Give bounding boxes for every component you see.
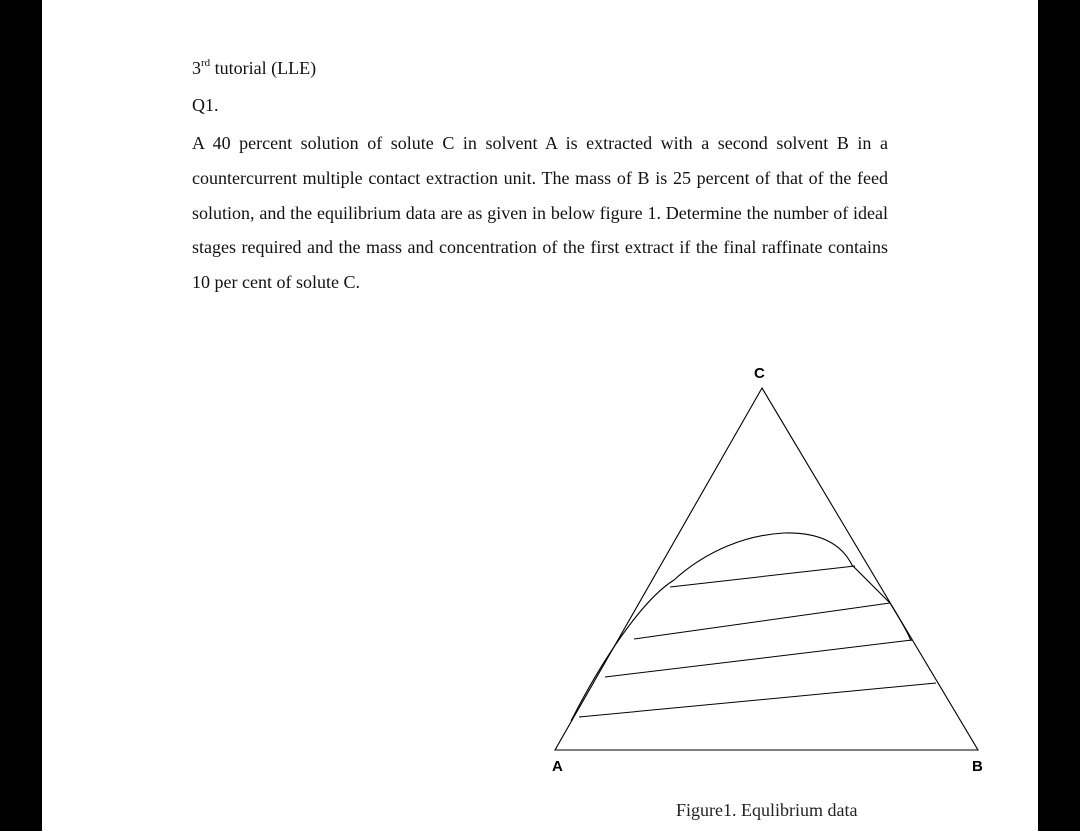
tie-line	[670, 566, 855, 587]
vertex-label-a: A	[552, 758, 563, 775]
question-text: A 40 percent solution of solute C in solvent A is extracted with a second solvent B in a countercurrent multiple contact extraction unit. The mass of B is 25 percent of that of the feed solution, and the equilibrium data are as given in below figure 1. Determine the number of ideal stages required and the mass and concentration of the first extract if the final raffinate contains 10 per cent of solute C.	[192, 133, 888, 293]
binodal-curve	[571, 533, 911, 721]
document-page	[42, 0, 1038, 831]
ternary-triangle	[555, 388, 978, 750]
tie-line	[634, 603, 890, 639]
figure-caption: Figure1. Equlibrium data	[676, 800, 858, 820]
vertex-label-b: B	[972, 758, 983, 775]
question-number: Q1.	[192, 95, 219, 115]
vertex-label-c: C	[754, 365, 765, 382]
tie-line	[605, 640, 912, 677]
ternary-diagram	[42, 0, 1038, 831]
tie-line	[579, 683, 936, 717]
tutorial-heading: 3rd tutorial (LLE)	[192, 57, 317, 78]
